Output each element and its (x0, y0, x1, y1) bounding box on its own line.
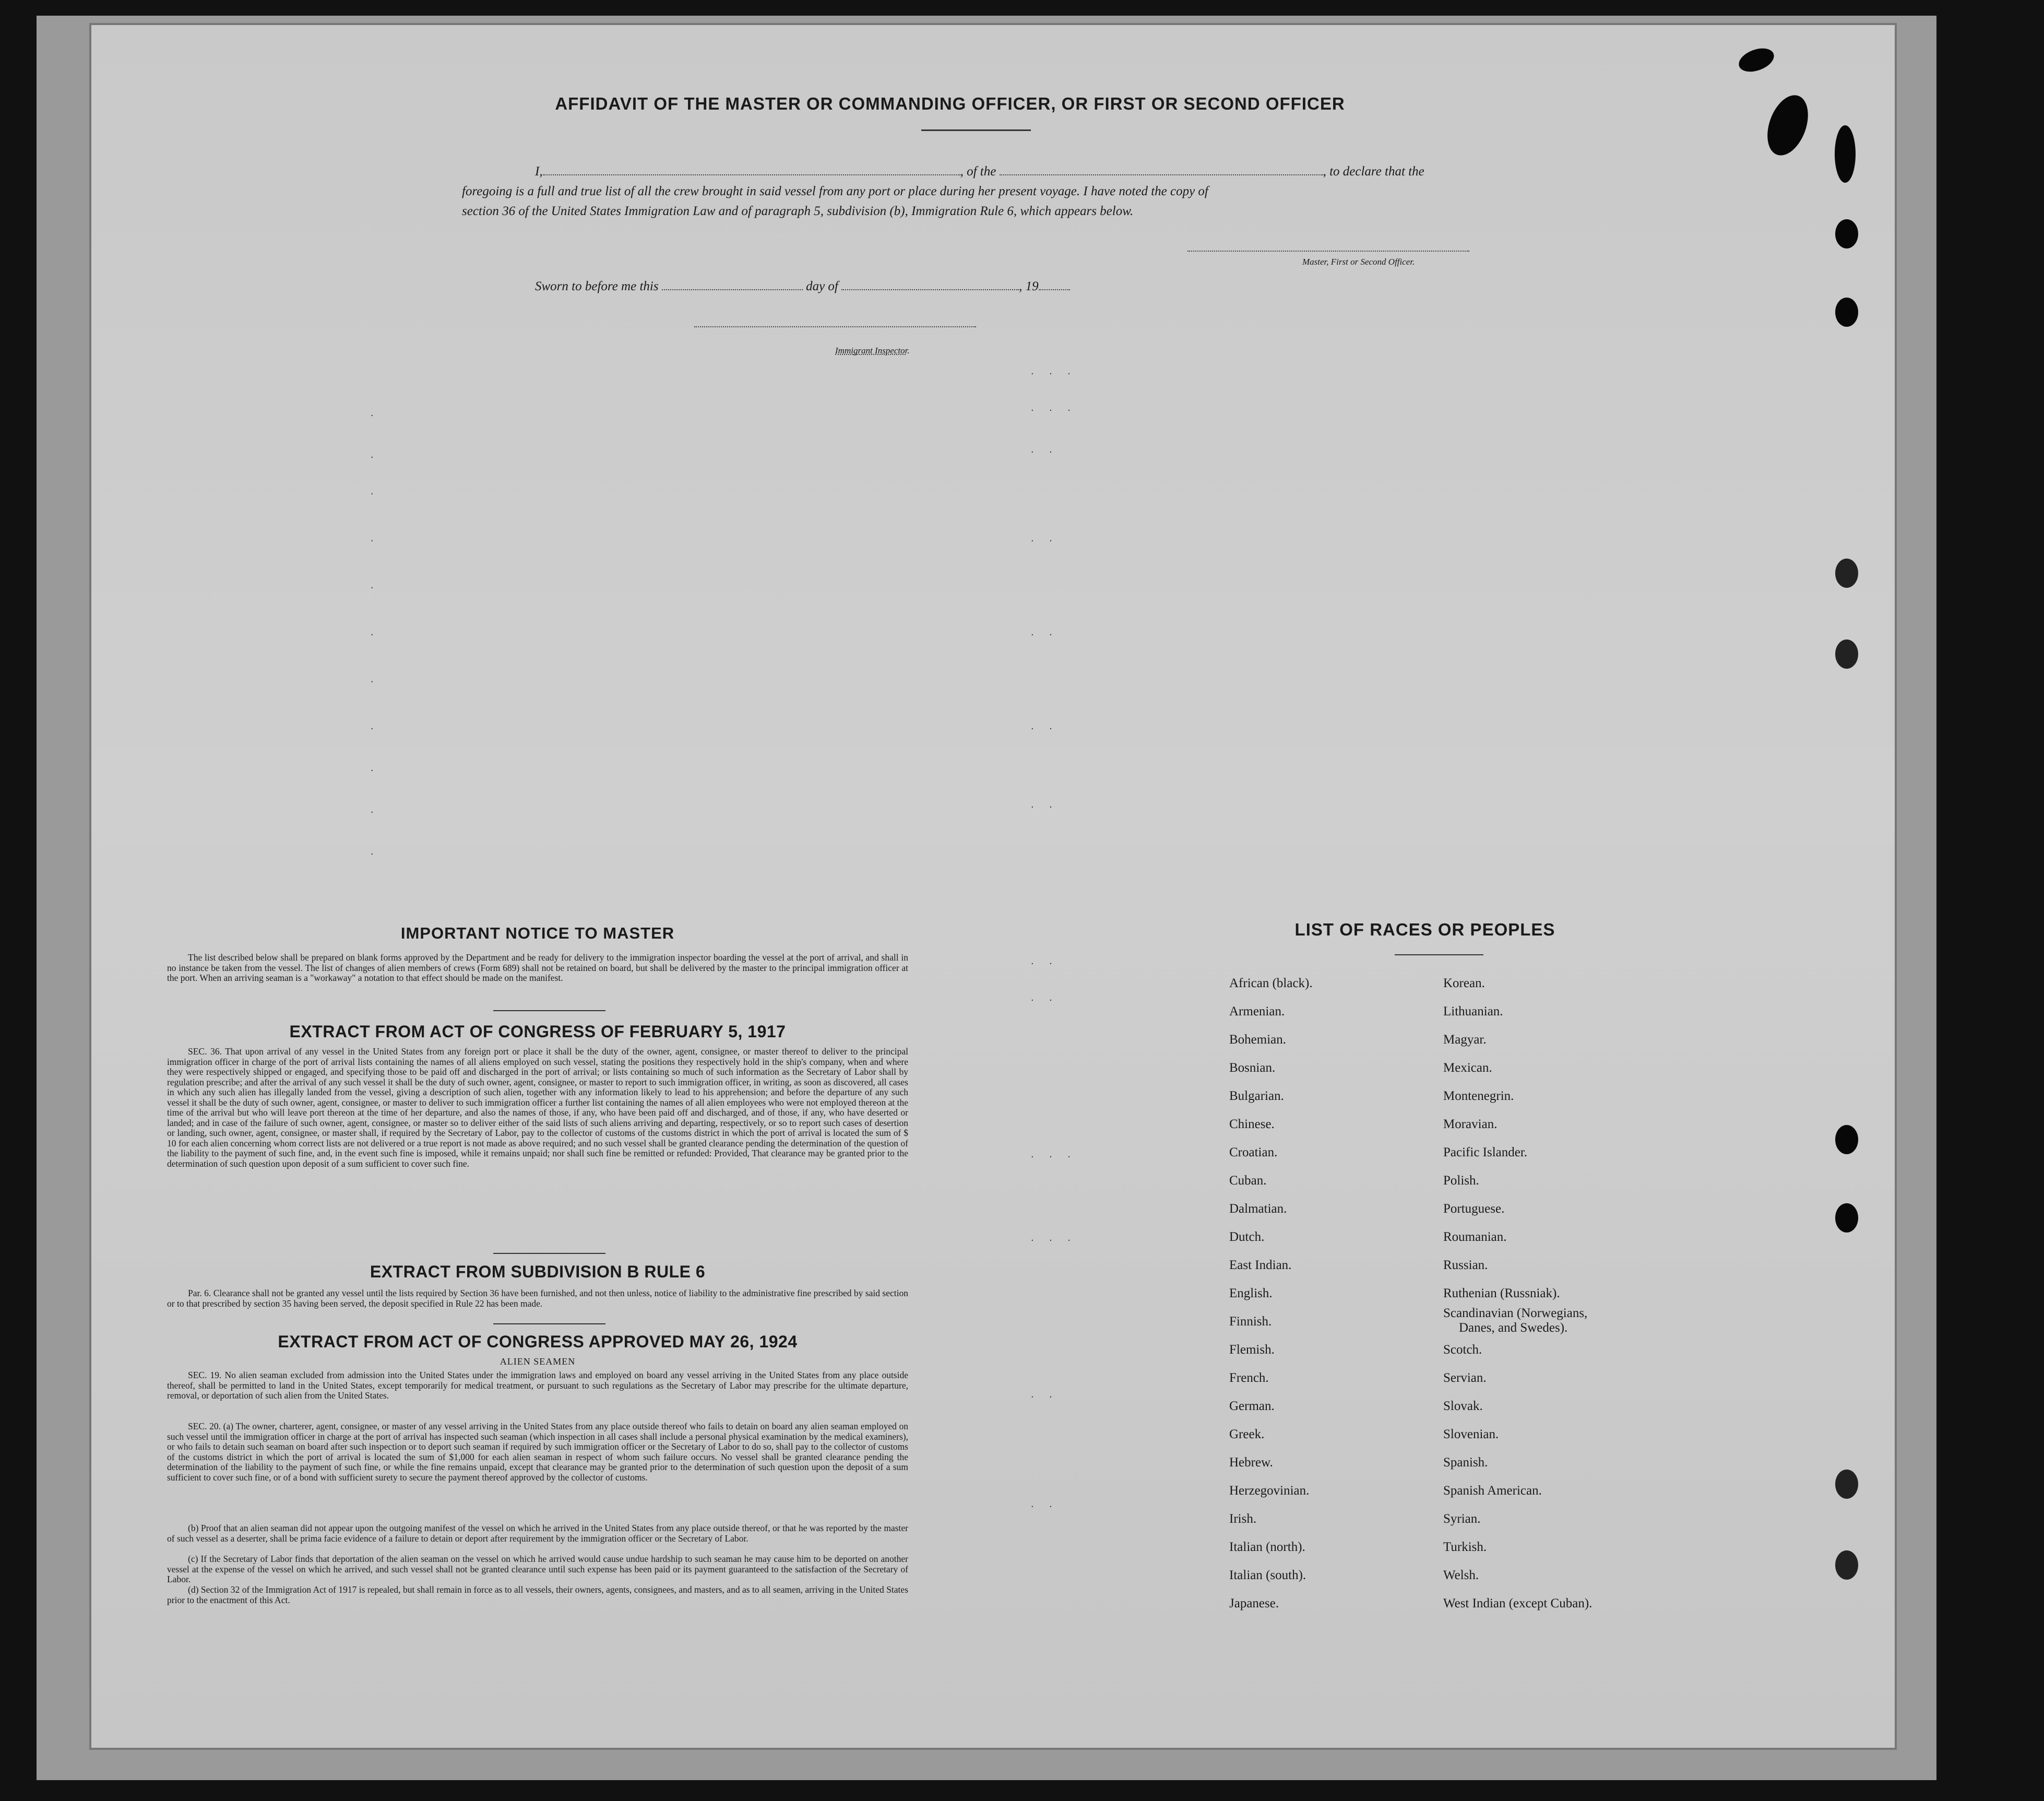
ghost-dots: . (371, 673, 380, 685)
ghost-dots: . (371, 407, 380, 419)
ghost-dots: . . (1031, 955, 1059, 967)
title-rule (921, 129, 1031, 131)
race-item: Armenian. (1229, 1004, 1285, 1018)
race-item: East Indian. (1229, 1258, 1292, 1272)
ghost-dots: . (371, 846, 380, 857)
subdivision-b-text: Par. 6. Clearance shall not be granted any vessel until the lists required by Section 36 have been furnished, and not then unless, notice of liability to the administrative fine prescribed by said section or to that prescribed by section 35 having been served, the deposit specified in Rule 22 has been made. (167, 1288, 908, 1309)
ghost-dots: . . (1031, 992, 1059, 1003)
race-item: Welsh. (1443, 1568, 1479, 1582)
race-item: German. (1229, 1399, 1275, 1413)
punch-hole (1835, 1125, 1858, 1154)
race-item: Servian. (1443, 1371, 1487, 1385)
race-item: Hebrew. (1229, 1455, 1273, 1470)
race-item: Bohemian. (1229, 1033, 1287, 1047)
ghost-dots: . (371, 579, 380, 591)
month-blank[interactable] (841, 289, 1019, 290)
race-item: French. (1229, 1371, 1269, 1385)
punch-hole (1835, 559, 1858, 588)
ghost-dots: . (371, 532, 380, 544)
ghost-dots: . . . (1031, 1232, 1077, 1243)
race-item: African (black). (1229, 976, 1313, 990)
alien-seamen-subtitle: ALIEN SEAMEN (500, 1356, 576, 1367)
master-label: Master, First or Second Officer. (1302, 257, 1415, 267)
ghost-dots: . . . (1031, 1148, 1077, 1160)
year-text: , 19 (1019, 279, 1039, 293)
section-rule (493, 1253, 605, 1254)
race-item: Herzegovinian. (1229, 1484, 1310, 1498)
notice-text: The list described below shall be prepared on blank forms approved by the Department and be ready for delivery to the immigration inspector boarding the vessel at the port of arrival, and shall in no instance be taken from the vessel. The list of changes of alien members of crews (Form 689) shall not be retained on board, but shall be delivered by the master to the principal immigration officer at the port. When an arriving seaman is a "workaway" a notation to that effect should be made on the manifest. (167, 952, 908, 983)
race-item: Lithuanian. (1443, 1004, 1503, 1018)
extract-1924-sec19: SEC. 19. No alien seaman excluded from admission into the United States under the immigration laws and employed on board any vessel arriving in the United States from any place outside thereof, shall be permitted to land in the United States, except temporarily for medical treatment, or pursuant to such regulations as the Secretary of Labor may prescribe for the ultimate departure, removal, or deportation of such alien from the United States. (167, 1370, 908, 1401)
punch-hole (1835, 298, 1858, 327)
race-item: Russian. (1443, 1258, 1488, 1272)
race-item: Moravian. (1443, 1117, 1498, 1131)
races-title: LIST OF RACES OR PEOPLES (1294, 920, 1555, 939)
race-item: Syrian. (1443, 1512, 1481, 1526)
punch-hole (1835, 639, 1858, 669)
affidavit-line-1 (535, 162, 1475, 182)
ghost-dots: . . (1031, 1498, 1059, 1510)
race-item: Flemish. (1229, 1343, 1275, 1357)
section-rule (493, 1323, 605, 1324)
race-item: Ruthenian (Russniak). (1443, 1286, 1560, 1300)
race-item: Roumanian. (1443, 1230, 1507, 1244)
affidavit-line-2: foregoing is a full and true list of all the crew brought in said vessel from any port or place during her present voyage. I have noted the copy of (462, 184, 1208, 198)
race-item: Bosnian. (1229, 1061, 1276, 1075)
subdivision-b-title: EXTRACT FROM SUBDIVISION B RULE 6 (370, 1262, 706, 1281)
race-item: Irish. (1229, 1512, 1257, 1526)
race-item: Montenegrin. (1443, 1089, 1514, 1103)
race-item: Scandinavian (Norwegians, (1443, 1306, 1588, 1320)
race-item: Croatian. (1229, 1145, 1278, 1159)
ghost-dots: . (371, 626, 380, 638)
race-item: Danes, and Swedes). (1459, 1321, 1568, 1335)
race-item: Mexican. (1443, 1061, 1492, 1075)
extract-1924-sec20c: (c) If the Secretary of Labor finds that deportation of the alien seaman on the vessel on which he arrived would cause undue hardship to such seaman he may cause him to be deported on another vessel at the expense of the vessel on which he arrived, and such vessel shall not be granted clearance until such expense has been paid or its payment guaranteed to the satisfaction of the Secretary of Labor. (167, 1554, 908, 1584)
ghost-dots: . . . (1031, 402, 1077, 413)
race-item: Slovak. (1443, 1399, 1483, 1413)
extract-1917-text: SEC. 36. That upon arrival of any vessel in the United States from any foreign port or place it shall be the duty of the owner, agent, consignee, or master thereof to deliver to the principal immigration officer in charge of the port of arrival lists containing the names of all aliens employed on such vessel, stating the positions they respectively hold in the ship's company, when and where they were respectively shipped or engaged, and specifying those to be paid off and discharged in the port of arrival; or lists containing so much of such information as the Secretary of Labor shall by regulation prescribe; and after the arrival of any such vessel it shall be the duty of such owner, agent, consignee, or master to report to such immigration officer, in writing, as soon as discovered, all cases in which any such alien has illegally landed from the vessel, giving a description of such alien, together with any information likely to lead to his apprehension; and before the departure of any such vessel it shall be the duty of such owner, agent, consignee, or master to deliver to such immigration officer a further list containing the names of all alien employees who were not employed thereon at the time of the arrival but who will leave port thereon at the time of her departure, and also the names of those, if any, who have been paid off and discharged, and of those, if any, who have deserted or landed; and in case of the failure of such owner, agent, consignee, or master so to deliver either of the said lists of such aliens arriving and departing, respectively, or so to report such cases of desertion or landing, such owner, agent, consignee, or master shall, if required by the Secretary of Labor, pay to the collector of customs of the customs district in which the port of arrival is located the sum of $ 10 for each alien concerning whom correct lists are not delivered or a true report is not made as above required; and no such vessel shall be granted clearance pending the determination of the question of the liability to the payment of such fine, and, in the event such fine is imposed, while it remains unpaid; nor shall such fine be remitted or refunded: Provided, That clearance may be granted prior to the determination of such question upon deposit of a sum sufficient to cover such fine. (167, 1046, 908, 1169)
ghost-dots: . . (1031, 444, 1059, 455)
ghost-dots: . . (1031, 626, 1059, 638)
race-item: West Indian (except Cuban). (1443, 1596, 1593, 1610)
inspector-signature-line[interactable] (694, 326, 976, 327)
race-item: Scotch. (1443, 1343, 1482, 1357)
sworn-text: Sworn to before me this (535, 279, 659, 293)
race-item: Italian (north). (1229, 1540, 1305, 1554)
extract-1924-sec20b: (b) Proof that an alien seaman did not appear upon the outgoing manifest of the vessel on which he arrived in the United States from any place outside thereof, or that he was reported by the master of such vessel as a deserter, shall be prima facie evidence of a failure to detain or deport after requirement by the immigration officer or the Secretary of Labor. (167, 1523, 908, 1544)
race-item: Chinese. (1229, 1117, 1275, 1131)
notice-title: IMPORTANT NOTICE TO MASTER (400, 924, 675, 942)
sworn-day-blank[interactable] (662, 289, 803, 290)
extract-1924-sec20a: SEC. 20. (a) The owner, charterer, agent, consignee, or master of any vessel arriving in the United States from any place outside thereof who fails to detain on board any alien seaman employed on such vessel until the immigration officer in charge at the port of arrival has inspected such seaman (which inspection in all cases shall include a personal physical examination by the medical examiners), or who fails to detain such seaman on board after such inspection or to deport such seaman if required by such immigration officer or the Secretary of Labor to do so, shall pay to the collector of customs of the customs district in which the port of arrival is located the sum of $1,000 for each alien seaman in respect of whom such failure occurs. No vessel shall be granted clearance pending the determination of the liability to the payment of such fine, or while the fine remains unpaid, except that clearance may be granted prior to the determination of such question upon the deposit of a sum sufficient to cover such fine, or of a bond with sufficient surety to secure the payment thereof approved by the collector of customs. (167, 1421, 908, 1483)
race-item: Finnish. (1229, 1314, 1272, 1329)
race-item: Korean. (1443, 976, 1485, 990)
name-blank[interactable] (543, 174, 960, 175)
race-item: Slovenian. (1443, 1427, 1499, 1441)
race-item: Italian (south). (1229, 1568, 1306, 1582)
race-item: Greek. (1229, 1427, 1265, 1441)
ghost-dots: . (371, 804, 380, 815)
race-item: Dutch. (1229, 1230, 1265, 1244)
ghost-dots: . . (1031, 720, 1059, 732)
ghost-dots: . (371, 720, 380, 732)
sworn-line (535, 277, 1161, 297)
extract-1917-title: EXTRACT FROM ACT OF CONGRESS OF FEBRUARY 5, 1917 (289, 1022, 786, 1041)
extract-1924-title: EXTRACT FROM ACT OF CONGRESS APPROVED MAY 26, 1924 (278, 1332, 798, 1351)
year-blank[interactable] (1039, 289, 1070, 290)
punch-hole (1835, 1203, 1858, 1233)
race-item: Polish. (1443, 1174, 1479, 1188)
affidavit-title: AFFIDAVIT OF THE MASTER OR COMMANDING OFFICER, OR FIRST OR SECOND OFFICER (555, 94, 1345, 113)
races-rule (1395, 954, 1483, 955)
punch-hole (1835, 1470, 1858, 1499)
race-item: Pacific Islander. (1443, 1145, 1528, 1159)
race-item: Turkish. (1443, 1540, 1487, 1554)
ghost-dots: . . (1031, 1389, 1059, 1400)
ghost-dots: . (371, 762, 380, 774)
ghost-dots: . (371, 485, 380, 497)
inspector-label: Immigrant Inspector. (835, 346, 910, 356)
inspector-dotted (835, 354, 906, 355)
ghost-dots: . . (1031, 799, 1059, 810)
extract-1924-sec20d: (d) Section 32 of the Immigration Act of 1917 is repealed, but shall remain in force as to all vessels, their owners, agents, consignees, and masters, and as to all seamen, arriving in the United States prior to the enactment of this Act. (167, 1584, 908, 1605)
master-signature-line[interactable] (1187, 251, 1469, 252)
race-item: Magyar. (1443, 1033, 1487, 1047)
race-item: Bulgarian. (1229, 1089, 1284, 1103)
day-of-text: day of (806, 279, 838, 293)
affidavit-i: I, (535, 164, 543, 179)
tear-mark (1835, 125, 1856, 183)
race-item: Japanese. (1229, 1596, 1279, 1610)
affidavit-of-the: , of the (960, 164, 996, 179)
race-item: Portuguese. (1443, 1202, 1505, 1216)
punch-hole (1835, 1550, 1858, 1580)
race-item: Dalmatian. (1229, 1202, 1287, 1216)
race-item: Spanish. (1443, 1455, 1488, 1470)
affidavit-line-3: section 36 of the United States Immigration Law and of paragraph 5, subdivision (b), Immigration Rule 6, which appears below. (462, 204, 1134, 218)
ghost-dots: . (371, 449, 380, 460)
section-rule (493, 1010, 605, 1011)
ghost-dots: . . (1031, 532, 1059, 544)
affidavit-declare: , to declare that the (1323, 164, 1424, 179)
punch-hole (1835, 219, 1858, 248)
race-item: Cuban. (1229, 1174, 1267, 1188)
race-item: English. (1229, 1286, 1273, 1300)
ghost-dots: . . . (1031, 365, 1077, 377)
race-item: Spanish American. (1443, 1484, 1542, 1498)
vessel-blank[interactable] (1000, 174, 1323, 175)
